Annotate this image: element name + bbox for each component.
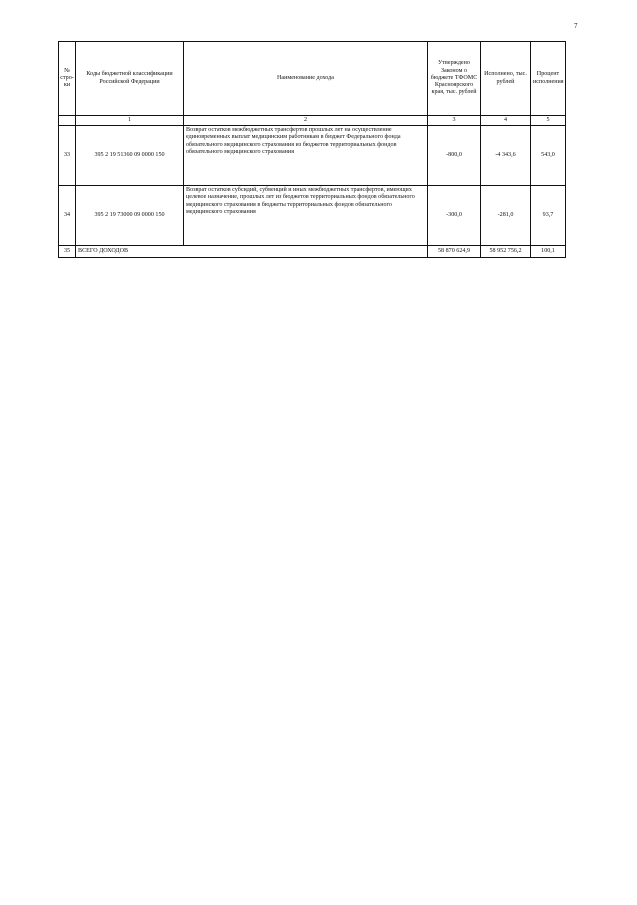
total-executed: 58 952 756,2 (481, 246, 531, 258)
total-label: ВСЕГО ДОХОДОВ (76, 246, 428, 258)
approved-value: -300,0 (428, 186, 481, 246)
total-row (59, 246, 566, 258)
row-number: 35 (59, 246, 76, 258)
budget-code: 395 2 19 51360 09 0000 150 (76, 126, 184, 186)
column-number: 1 (76, 116, 184, 126)
header-row-number: № стро-ки (59, 42, 76, 116)
header-revenue-name: Наименование дохода (184, 42, 428, 116)
total-percent: 100,1 (531, 246, 566, 258)
column-number-empty (59, 116, 76, 126)
budget-code: 395 2 19 73000 09 0000 150 (76, 186, 184, 246)
table-header-row (59, 42, 566, 116)
header-percent: Процент исполнения (531, 42, 566, 116)
revenue-table (58, 41, 566, 258)
row-number: 33 (59, 126, 76, 186)
header-approved: Утверждено Законом о бюджете ТФОМС Красноярского края, тыс. рублей (428, 42, 481, 116)
column-number: 4 (481, 116, 531, 126)
approved-value: -800,0 (428, 126, 481, 186)
percent-value: 93,7 (531, 186, 566, 246)
column-number: 3 (428, 116, 481, 126)
table-row (59, 186, 566, 246)
row-number: 34 (59, 186, 76, 246)
column-number-row (59, 116, 566, 126)
page-number: 7 (574, 22, 578, 30)
executed-value: -4 343,6 (481, 126, 531, 186)
revenue-name: Возврат остатков межбюджетных трансфертов прошлых лет на осуществление единовременных выплат медицинским работникам в бюджет Федерального фонда обязательного медицинского страхования из бюджетов территориальных фондов обязательного медицинского страхования (184, 126, 428, 186)
table-row (59, 126, 566, 186)
total-approved: 58 870 624,9 (428, 246, 481, 258)
executed-value: -281,0 (481, 186, 531, 246)
column-number: 2 (184, 116, 428, 126)
percent-value: 543,0 (531, 126, 566, 186)
column-number: 5 (531, 116, 566, 126)
revenue-name: Возврат остатков субсидий, субвенций и иных межбюджетных трансфертов, имеющих целевое назначение, прошлых лет из бюджетов территориальных фондов обязательного медицинского страхования в бюджеты территориальных фондов обязательного медицинского страхования (184, 186, 428, 246)
header-executed: Исполнено, тыс. рублей (481, 42, 531, 116)
header-budget-code: Коды бюджетной классификации Российской Федерации (76, 42, 184, 116)
